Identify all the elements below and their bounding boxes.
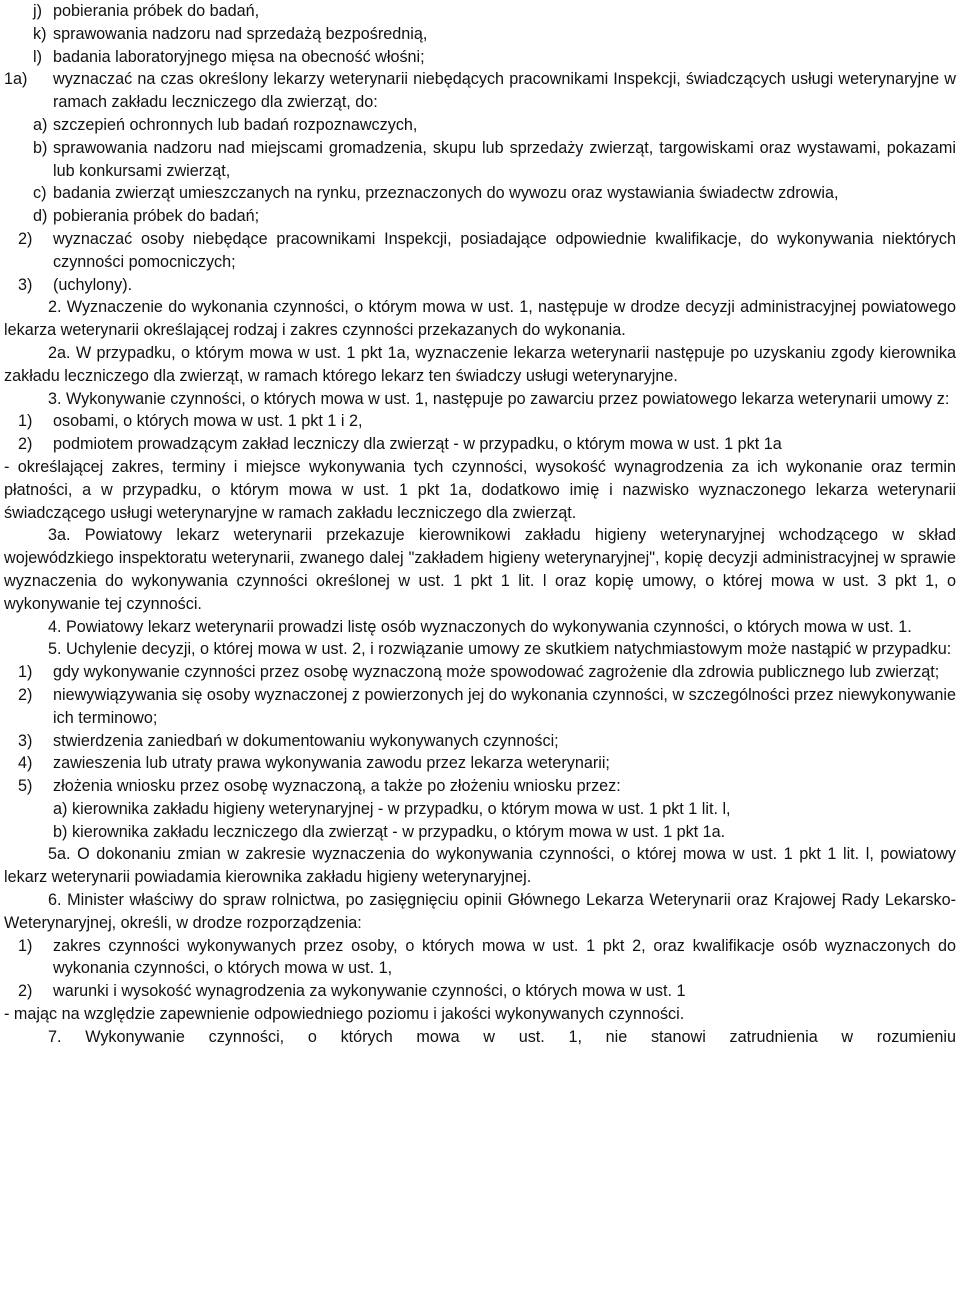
- item-text: stwierdzenia zaniedbań w dokumentowaniu wykonywanych czynności;: [53, 731, 559, 750]
- list-item-ust5-2: [4, 684, 956, 730]
- item-text: wyznaczać na czas określony lekarzy weterynarii niebędących pracownikami Inspekcji, świadczących usługi weterynaryjne w ramach zakładu leczniczego dla zwierząt, do:: [53, 70, 956, 112]
- item-label: b): [33, 138, 48, 157]
- item-label: l): [33, 47, 42, 66]
- paragraph-ust-5a: 5a. O dokonaniu zmian w zakresie wyznaczenia do wykonywania czynności, o której mowa w ust. 1 pkt 1 lit. l, powiatowy lekarz weterynarii powiadamia kierownika zakładu higieny weterynaryjnej.: [4, 845, 956, 887]
- item-label: 1): [18, 663, 33, 682]
- item-label: k): [33, 24, 47, 43]
- item-text: szczepień ochronnych lub badań rozpoznawczych,: [53, 115, 418, 134]
- list-item-ust6-2: [4, 980, 956, 1003]
- paragraph-ust-3-tail: - określającej zakres, terminy i miejsce wykonywania tych czynności, wysokość wynagrodzenia za ich wykonanie oraz termin płatności, a w przypadku, o którym mowa w ust. 1 pkt 1a, dodatkowo imię i nazwisko wyznaczonego lekarza weterynarii świadczącego usługi weterynaryjne w ramach zakładu leczniczego dla zwierząt.: [4, 457, 956, 522]
- list-item-3: [4, 274, 956, 297]
- list-item-ust5-4: [4, 752, 956, 775]
- item-text: złożenia wniosku przez osobę wyznaczoną, a także po złożeniu wniosku przez:: [53, 777, 621, 796]
- paragraph-ust-5: 5. Uchylenie decyzji, o której mowa w ust. 2, i rozwiązanie umowy ze skutkiem natychmiastowym może nastąpić w przypadku:: [48, 640, 952, 659]
- list-item-1a-c: [4, 182, 956, 205]
- item-label: 5): [18, 777, 33, 796]
- item-text: pobierania próbek do badań,: [53, 2, 260, 20]
- list-item-1a-d: [4, 205, 956, 228]
- item-label: 2): [18, 685, 33, 704]
- list-item-ust3-1: [4, 410, 956, 433]
- item-label: b): [53, 822, 68, 841]
- item-text: podmiotem prowadzącym zakład leczniczy dla zwierząt - w przypadku, o którym mowa w ust. 1 pkt 1a: [53, 435, 782, 454]
- item-text: niewywiązywania się osoby wyznaczonej z powierzonych jej do wykonania czynności, w szczególności przez niewykonywanie ich terminowo;: [53, 685, 956, 727]
- list-item-ust5-5: [4, 775, 956, 798]
- list-item-ust5-5-a: [4, 798, 956, 821]
- list-item-l: [4, 46, 956, 69]
- item-text: warunki i wysokość wynagrodzenia za wykonywanie czynności, o których mowa w ust. 1: [53, 982, 686, 1001]
- item-label: d): [33, 207, 48, 226]
- item-label: 1): [18, 936, 33, 955]
- list-item-1a-b: [4, 137, 956, 183]
- list-item-k: [4, 23, 956, 46]
- list-item-ust6-1: [4, 935, 956, 981]
- item-text: badania laboratoryjnego mięsa na obecność włośni;: [53, 47, 425, 66]
- list-item-ust5-3: [4, 730, 956, 753]
- item-label: 2): [18, 229, 33, 248]
- paragraph-ust-4: 4. Powiatowy lekarz weterynarii prowadzi listę osób wyznaczonych do wykonywania czynności, o których mowa w ust. 1.: [48, 617, 912, 636]
- item-text: osobami, o których mowa w ust. 1 pkt 1 i 2,: [53, 412, 363, 431]
- paragraph-ust-2: 2. Wyznaczenie do wykonania czynności, o którym mowa w ust. 1, następuje w drodze decyzji administracyjnej powiatowego lekarza weterynarii określającej rodzaj i zakres czynności przekazanych do wykonania.: [4, 298, 956, 340]
- list-item-ust3-2: [4, 433, 956, 456]
- item-text: sprawowania nadzoru nad sprzedażą bezpośrednią,: [53, 24, 428, 43]
- item-label: c): [33, 184, 47, 203]
- list-item-2: [4, 228, 956, 274]
- item-text: wyznaczać osoby niebędące pracownikami Inspekcji, posiadające odpowiednie kwalifikacje, do wykonywania niektórych czynności pomocniczych;: [53, 229, 956, 271]
- item-text: zawieszenia lub utraty prawa wykonywania zawodu przez lekarza weterynarii;: [53, 754, 610, 773]
- item-label: 1a): [4, 70, 28, 89]
- item-label: 1): [18, 412, 33, 431]
- item-label: 3): [18, 731, 33, 750]
- list-item-j: [4, 0, 956, 23]
- list-item-1a: [4, 68, 956, 114]
- item-text: zakres czynności wykonywanych przez osoby, o których mowa w ust. 1 pkt 2, oraz kwalifikacje osób wyznaczonych do wykonania czynności, o których mowa w ust. 1,: [53, 936, 956, 978]
- item-label: 2): [18, 435, 33, 454]
- item-label: a): [53, 799, 68, 818]
- item-label: a): [33, 115, 48, 134]
- paragraph-ust-3: 3. Wykonywanie czynności, o których mowa w ust. 1, następuje po zawarciu przez powiatowego lekarza weterynarii umowy z:: [48, 389, 950, 408]
- item-text: gdy wykonywanie czynności przez osobę wyznaczoną może spowodować zagrożenie dla zdrowia publicznego lub zwierząt;: [53, 663, 940, 682]
- item-text: (uchylony).: [53, 275, 133, 294]
- paragraph-ust-2a: 2a. W przypadku, o którym mowa w ust. 1 pkt 1a, wyznaczenie lekarza weterynarii następuje po uzyskaniu zgody kierownika zakładu leczniczego dla zwierząt, w ramach którego lekarz ten świadczy usługi weterynaryjne.: [4, 343, 956, 385]
- item-text: sprawowania nadzoru nad miejscami gromadzenia, skupu lub sprzedaży zwierząt, targowiskami oraz wystawami, pokazami lub konkursami zwierząt,: [53, 138, 956, 180]
- item-label: 3): [18, 275, 33, 294]
- paragraph-ust-7: 7. Wykonywanie czynności, o których mowa w ust. 1, nie stanowi zatrudnienia w rozumieniu: [48, 1027, 956, 1046]
- item-text: kierownika zakładu higieny weterynaryjnej - w przypadku, o którym mowa w ust. 1 pkt 1 lit. l,: [72, 799, 731, 818]
- paragraph-ust-6: 6. Minister właściwy do spraw rolnictwa, po zasięgnięciu opinii Głównego Lekarza Weterynarii oraz Krajowej Rady Lekarsko-Weterynaryjnej, określi, w drodze rozporządzenia:: [4, 891, 956, 932]
- item-text: badania zwierząt umieszczanych na rynku, przeznaczonych do wywozu oraz wystawiania świadectw zdrowia,: [53, 184, 839, 203]
- list-item-ust5-5-b: [4, 821, 956, 844]
- item-label: 4): [18, 754, 33, 773]
- paragraph-ust-3a: 3a. Powiatowy lekarz weterynarii przekazuje kierownikowi zakładu higieny weterynaryjnej wchodzącego w skład wojewódzkiego inspektoratu weterynarii, zwanego dalej "zakładem higieny weterynaryjnej", kopię decyzji administracyjnej w sprawie wyznaczenia do wykonywania czynności określonej w ust. 1 pkt 1 lit. l oraz kopię umowy, o której mowa w ust. 3 pkt 1, o wykonywanie tej czynności.: [4, 526, 956, 613]
- paragraph-ust-6-tail: - mając na względzie zapewnienie odpowiedniego poziomu i jakości wykonywanych czynności.: [4, 1005, 685, 1024]
- list-item-ust5-1: [4, 661, 956, 684]
- item-text: kierownika zakładu leczniczego dla zwierząt - w przypadku, o którym mowa w ust. 1 pkt 1a.: [72, 822, 726, 841]
- item-label: j): [33, 2, 42, 20]
- item-label: 2): [18, 982, 33, 1001]
- item-text: pobierania próbek do badań;: [53, 207, 260, 226]
- list-item-1a-a: [4, 114, 956, 137]
